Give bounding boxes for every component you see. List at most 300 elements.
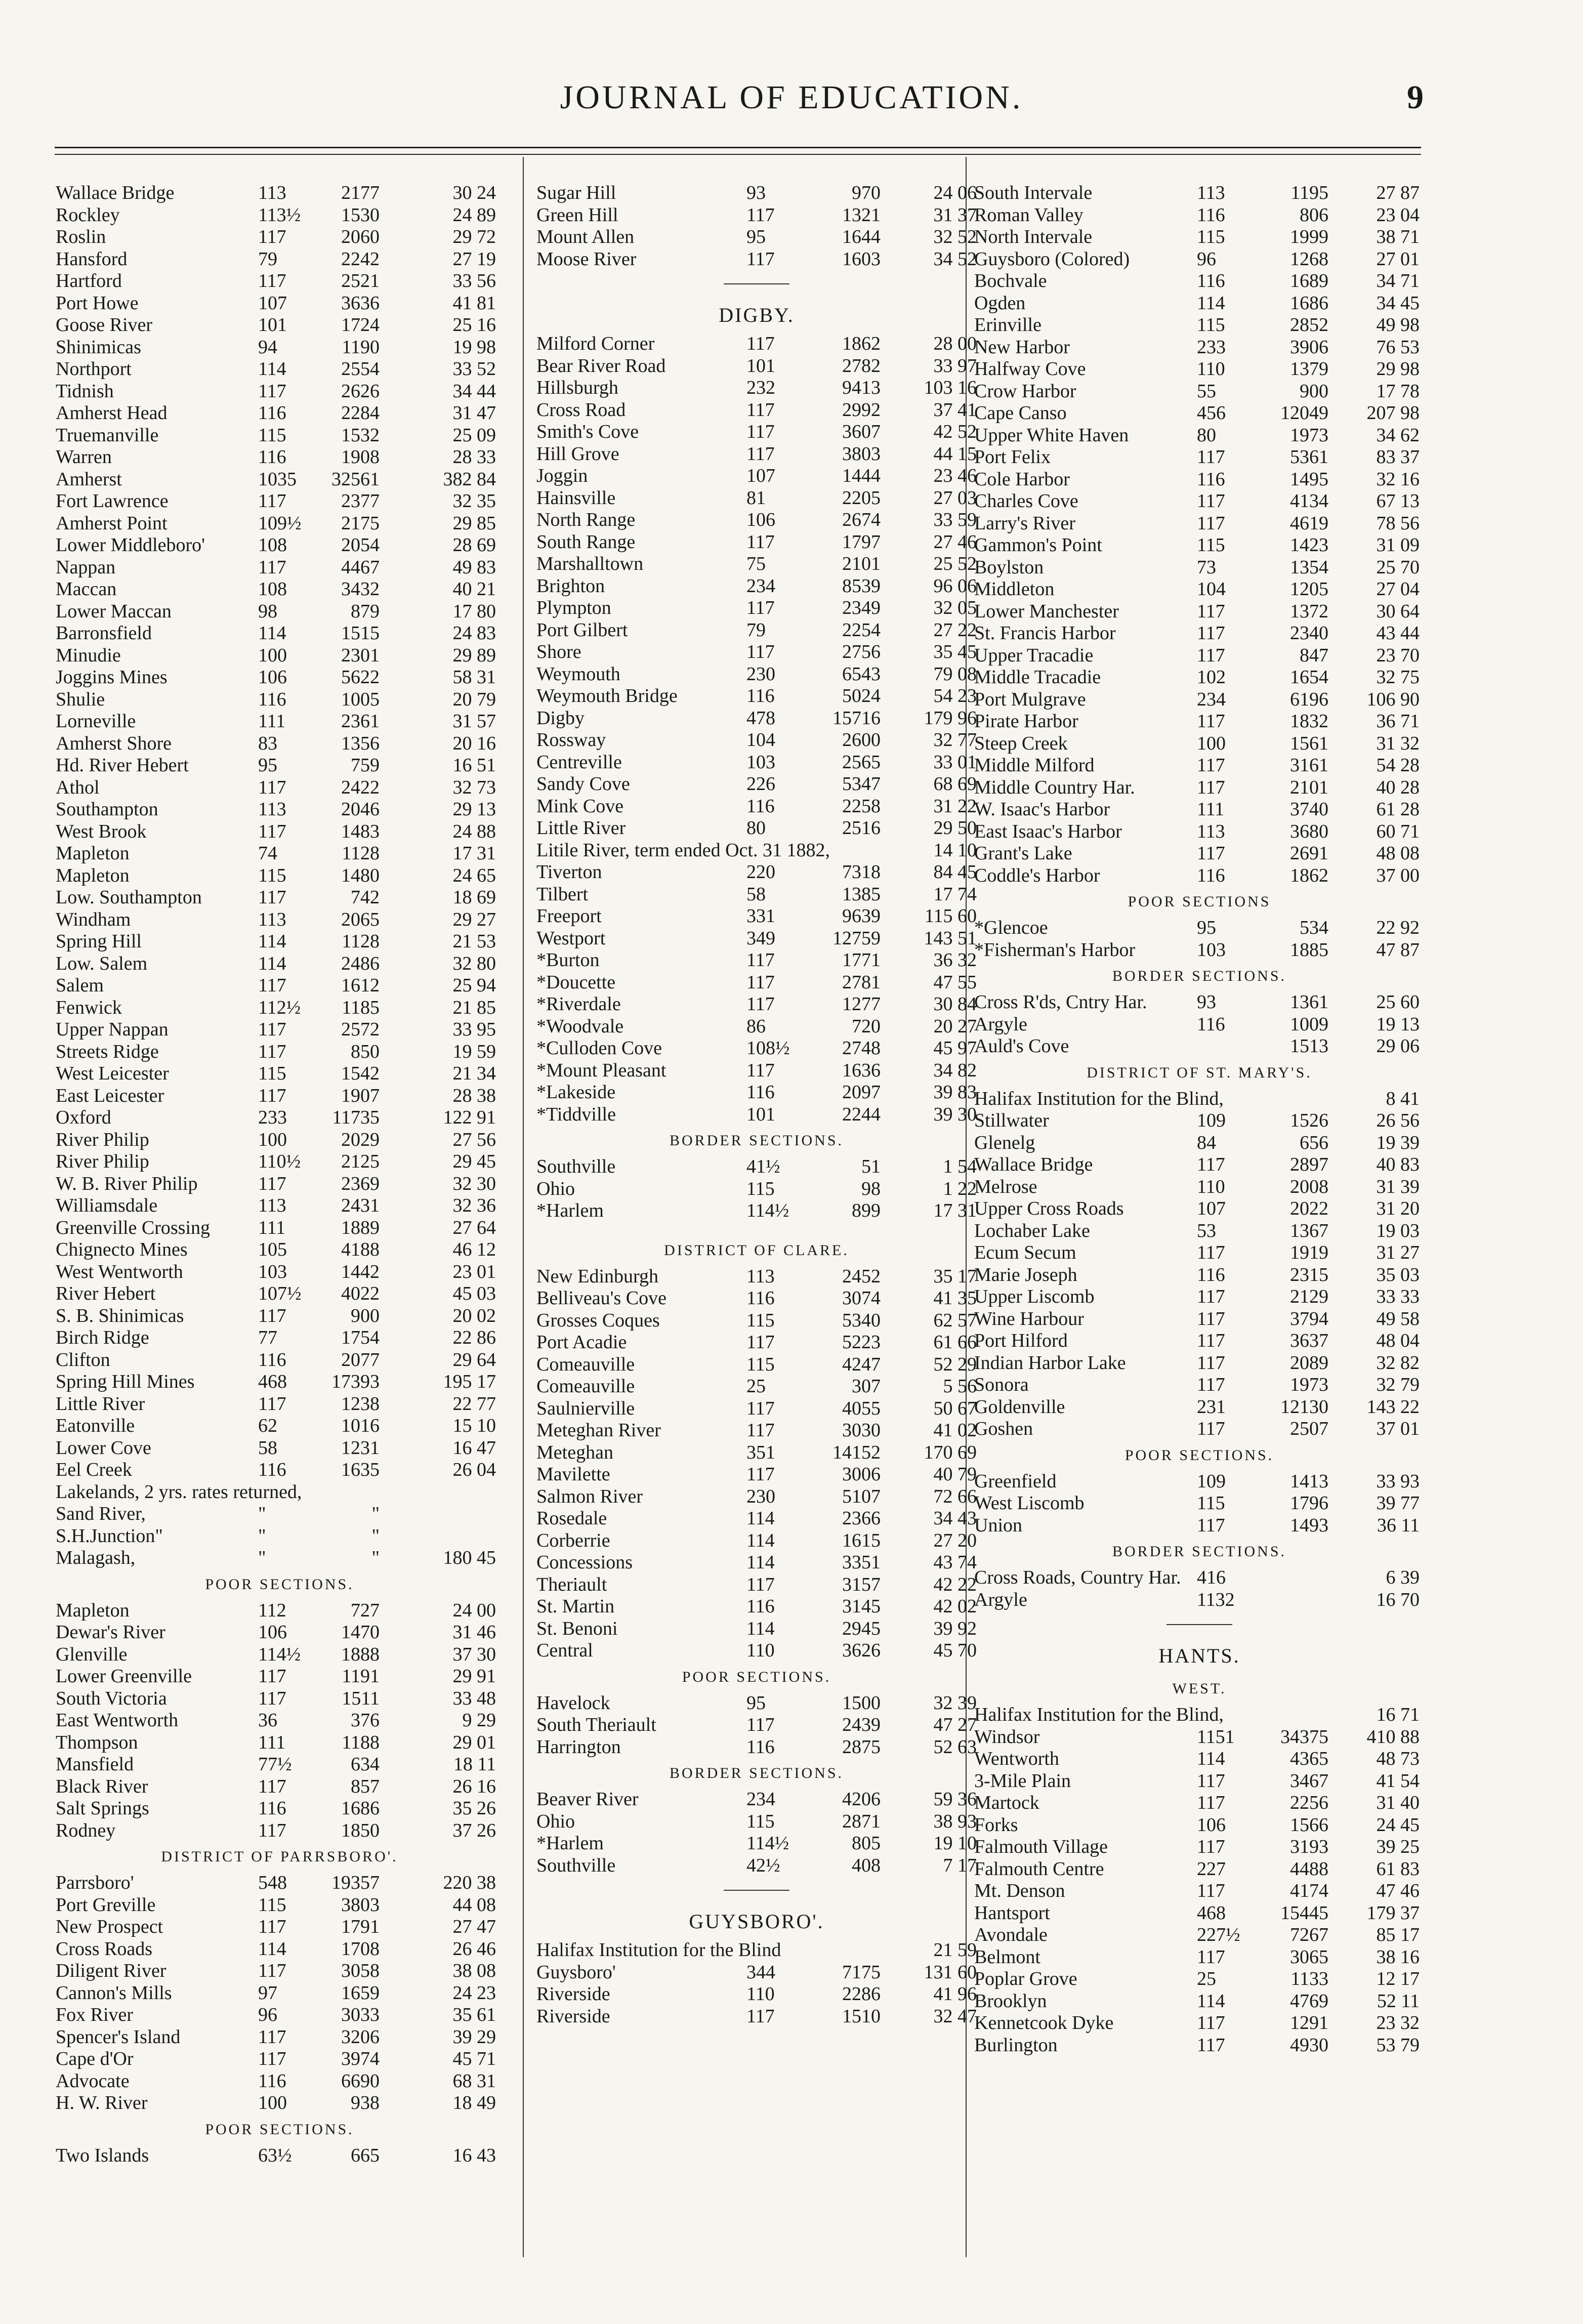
section-name: Charles Cove: [974, 490, 1078, 512]
cell-amount: 29 01: [452, 1731, 496, 1753]
cell-amount: 28 69: [452, 534, 496, 556]
section-name: Mansfield: [56, 1754, 134, 1775]
cell-attendance: 2422: [341, 776, 380, 798]
cell-attendance: 1689: [1290, 270, 1328, 292]
section-heading: WEST.: [1172, 1680, 1227, 1697]
section-name: Port Acadie: [536, 1332, 627, 1353]
cell-days: 106: [258, 1622, 287, 1643]
cell-attendance: 1470: [341, 1622, 380, 1643]
cell-attendance: 3161: [1290, 755, 1328, 776]
cell-days: 107: [258, 292, 287, 314]
table-row: [536, 1156, 977, 1178]
cell-days: 106: [746, 509, 775, 530]
section-name: Thompson: [56, 1731, 138, 1753]
cell-attendance: 4467: [341, 556, 380, 578]
table-row: [56, 667, 504, 689]
table-row: [56, 1283, 504, 1305]
section-name: Martock: [974, 1792, 1039, 1813]
section-name: *Woodvale: [536, 1015, 624, 1037]
section-name: Black River: [56, 1775, 148, 1797]
table-row: [536, 465, 977, 487]
section-name: Mapleton: [56, 1599, 130, 1621]
section-name: Riverside: [536, 1983, 610, 2005]
table-row: [974, 2035, 1425, 2057]
table-row: [974, 513, 1425, 535]
table-row: [536, 1714, 977, 1736]
table-row: [974, 1770, 1425, 1793]
cell-attendance: 3058: [341, 1960, 380, 1981]
section-heading: HANTS.: [1158, 1644, 1240, 1667]
cell-days: 117: [1197, 843, 1225, 864]
cell-attendance: 534: [1300, 917, 1328, 938]
cell-attendance: 5361: [1290, 446, 1328, 468]
section-name: East Wentworth: [56, 1710, 179, 1731]
section-name: Parrsboro': [56, 1872, 134, 1893]
cell-days: 117: [258, 380, 286, 402]
cell-days: 107½: [258, 1283, 302, 1304]
table-row: [56, 711, 504, 733]
cell-attendance: 1644: [842, 226, 881, 247]
section-name: Warren: [56, 446, 112, 468]
cell-attendance: 6690: [341, 2070, 380, 2092]
cell-attendance: 2361: [341, 711, 380, 732]
table-row: [536, 993, 977, 1016]
cell-days: 117: [1197, 1836, 1225, 1857]
section-name: West Liscomb: [974, 1492, 1085, 1514]
cell-amount: 31 37: [933, 204, 977, 226]
cell-amount: 47 55: [933, 971, 977, 993]
page-header: [0, 78, 1583, 134]
cell-days: 230: [746, 663, 775, 685]
section-name: Port Mulgrave: [974, 688, 1086, 710]
section-name: Port Howe: [56, 292, 139, 314]
section-name: Meteghan: [536, 1441, 613, 1463]
section-heading: GUYSBORO'.: [689, 1910, 824, 1933]
table-row: [56, 909, 504, 931]
cell-attendance: 3432: [341, 578, 380, 600]
section-name: Goshen: [974, 1418, 1033, 1439]
cell-days: 100: [258, 1129, 287, 1150]
table-row: [56, 1085, 504, 1107]
cell-attendance: 15716: [832, 707, 881, 729]
section-name: Barronsfield: [56, 622, 152, 644]
cell-amount: 33 59: [933, 509, 977, 530]
cell-amount: 19 03: [1376, 1220, 1420, 1241]
cell-attendance: 3145: [842, 1596, 881, 1617]
cell-amount: 47 46: [1376, 1880, 1420, 1901]
cell-amount: 32 79: [1376, 1374, 1420, 1395]
section-name: *Harlem: [536, 1200, 604, 1221]
section-name: Tilbert: [536, 883, 589, 905]
table-row: [536, 729, 977, 752]
cell-attendance: 14152: [832, 1441, 881, 1463]
section-name: Larry's River: [974, 512, 1075, 534]
table-row: [974, 469, 1425, 491]
cell-amount: 45 71: [452, 2048, 496, 2069]
table-row: [56, 1688, 504, 1710]
table-row: [56, 799, 504, 821]
cell-amount: 31 40: [1376, 1792, 1420, 1813]
table-row: [56, 997, 504, 1019]
table-row: [974, 799, 1425, 821]
cell-amount: 27 01: [1376, 248, 1420, 270]
cell-days: 107: [746, 465, 775, 486]
section-name: Milford Corner: [536, 333, 655, 354]
cell-amount: 29 27: [452, 908, 496, 930]
cell-attendance: 4930: [1290, 2034, 1328, 2056]
section-name: Middle Country Har.: [974, 776, 1135, 798]
cell-amount: 106 90: [1366, 688, 1420, 710]
section-name: Halfway Cove: [974, 358, 1086, 380]
cell-attendance: 2852: [1290, 314, 1328, 336]
cell-attendance: 4188: [341, 1239, 380, 1260]
cell-amount: 32 35: [452, 490, 496, 512]
table-row: [536, 1833, 977, 1855]
cell-attendance: 1442: [341, 1261, 380, 1282]
cell-attendance: 2554: [341, 358, 380, 380]
cell-amount: 61 66: [933, 1332, 977, 1353]
table-row: [56, 601, 504, 623]
cell-attendance: 1659: [341, 1982, 380, 2004]
cell-attendance: 656: [1300, 1132, 1328, 1153]
cell-attendance: 3074: [842, 1288, 881, 1309]
cell-amount: 24 45: [1376, 1814, 1420, 1836]
table-row: [56, 821, 504, 843]
cell-days: 115: [746, 1810, 775, 1832]
section-name: Poplar Grove: [974, 1968, 1077, 1989]
table-row: [974, 1814, 1425, 1837]
section-name: Cross R'ds, Cntry Har.: [974, 991, 1147, 1013]
cell-attendance: 3351: [842, 1552, 881, 1573]
cell-days: 116: [746, 1596, 775, 1617]
table-row: [56, 2004, 504, 2026]
table-row: [974, 1220, 1425, 1242]
section-name: Clifton: [56, 1349, 110, 1371]
cell-days: 117: [1197, 446, 1225, 468]
cell-amount: 43 44: [1376, 622, 1420, 644]
cell-days: 101: [746, 1103, 775, 1125]
cell-days: 117: [258, 1019, 286, 1040]
table-row: [56, 2092, 504, 2114]
section-name: Saulnierville: [536, 1397, 635, 1419]
section-name: *Riverdale: [536, 993, 621, 1015]
cell-attendance: 9413: [842, 377, 881, 398]
cell-days: 109½: [258, 512, 302, 534]
section-name: Amherst Head: [56, 402, 168, 424]
cell-days: 116: [1197, 1013, 1225, 1035]
cell-days: 25: [746, 1376, 766, 1397]
cell-attendance: 2301: [341, 644, 380, 666]
section-name: Cape Canso: [974, 402, 1067, 424]
table-row: [974, 1836, 1425, 1858]
table-row: [536, 1789, 977, 1811]
cell-days: 80: [1197, 424, 1216, 446]
cell-amount: 42 22: [933, 1573, 977, 1595]
section-name: *Culloden Cove: [536, 1038, 662, 1059]
cell-amount: 34 52: [933, 248, 977, 270]
section-name: Hillsburgh: [536, 377, 618, 398]
table-row: [56, 270, 504, 293]
cell-days: 233: [1197, 336, 1226, 358]
table-row: [974, 557, 1425, 579]
cell-days: 114: [746, 1552, 775, 1573]
cell-amount: 7 17: [943, 1854, 977, 1876]
cell-days: 117: [1197, 1286, 1225, 1307]
section-name: Marie Joseph: [974, 1264, 1077, 1285]
cell-attendance: 1195: [1290, 182, 1328, 203]
section-name: Lorneville: [56, 711, 136, 732]
cell-days: 102: [1197, 667, 1226, 688]
section-name: Mount Allen: [536, 226, 635, 247]
table-row: [974, 1492, 1425, 1515]
cell-days: 113: [258, 1195, 286, 1216]
table-block: [974, 991, 1425, 1058]
section-name: Halifax Institution for the Blind: [536, 1939, 781, 1961]
cell-days: 109: [1197, 1470, 1226, 1492]
cell-attendance: 4206: [842, 1789, 881, 1810]
table-row: [56, 1107, 504, 1129]
section-name: Belliveau's Cove: [536, 1288, 666, 1309]
cell-days: 111: [258, 1217, 286, 1238]
table-row: [536, 685, 977, 708]
cell-amount: 33 33: [1376, 1286, 1420, 1307]
cell-attendance: 4247: [842, 1353, 881, 1375]
cell-amount: 37 41: [933, 399, 977, 421]
section-name: Glenelg: [974, 1132, 1035, 1153]
section-name: Corberrie: [536, 1529, 610, 1551]
table-row: [536, 928, 977, 950]
table-row: [536, 1082, 977, 1104]
cell-amount: 48 08: [1376, 843, 1420, 864]
table-row: [536, 1420, 977, 1442]
table-row: [56, 1938, 504, 1961]
cell-amount: 85 17: [1376, 1924, 1420, 1945]
cell-days: 95: [258, 755, 277, 776]
section-name: Weymouth Bridge: [536, 685, 678, 707]
section-name: North Intervale: [974, 226, 1093, 247]
cell-amount: 31 57: [452, 711, 496, 732]
cell-days: 117: [746, 597, 775, 618]
cell-days: 113: [258, 908, 286, 930]
cell-days: 112½: [258, 997, 301, 1018]
section-name: Green Hill: [536, 204, 618, 226]
table-row: [536, 182, 977, 204]
cell-days: 117: [746, 949, 775, 971]
cell-amount: 27 56: [452, 1129, 496, 1150]
table-row: [974, 2012, 1425, 2035]
cell-amount: 33 52: [452, 358, 496, 380]
table-row: [974, 270, 1425, 293]
cell-attendance: 3065: [1290, 1946, 1328, 1968]
section-heading: POOR SECTIONS: [1128, 893, 1271, 910]
cell-days: 117: [1197, 622, 1225, 644]
cell-days: 79: [746, 619, 766, 641]
section-name: Diligent River: [56, 1960, 166, 1981]
table-row: [974, 622, 1425, 645]
table-row: [56, 1239, 504, 1261]
cell-attendance: 1413: [1290, 1470, 1328, 1492]
cell-amount: 54 28: [1376, 755, 1420, 776]
cell-attendance: 12130: [1280, 1396, 1328, 1418]
cell-days: 117: [1197, 1514, 1225, 1536]
cell-amount: 29 45: [452, 1151, 496, 1172]
table-row: [56, 204, 504, 227]
table-row: [56, 1732, 504, 1754]
cell-amount: 39 77: [1376, 1492, 1420, 1514]
table-row: [974, 578, 1425, 601]
table-block: [56, 1872, 504, 2114]
cell-attendance: 1526: [1290, 1110, 1328, 1131]
cell-attendance: 3636: [341, 292, 380, 314]
table-block: [536, 1789, 977, 1877]
cell-days: 117: [258, 1085, 286, 1106]
table-row: [56, 1622, 504, 1644]
section-name: Nappan: [56, 556, 116, 578]
cell-amount: 21 85: [452, 997, 496, 1018]
table-row: [536, 1486, 977, 1508]
section-name: Upper Cross Roads: [974, 1198, 1124, 1219]
section-name: St. Benoni: [536, 1617, 618, 1639]
cell-amount: 62 57: [933, 1309, 977, 1331]
section-name: St. Francis Harbor: [974, 622, 1116, 644]
cell-days: 232: [746, 377, 775, 398]
table-row: [974, 425, 1425, 447]
cell-attendance: 1191: [342, 1666, 380, 1687]
cell-days: 114: [1197, 1990, 1225, 2012]
cell-attendance: 7175: [842, 1961, 881, 1983]
cell-days: 114: [258, 1938, 286, 1960]
table-row: [974, 1264, 1425, 1286]
table-row: [56, 1600, 504, 1622]
cell-attendance: 1888: [341, 1643, 380, 1665]
cell-amount: 17 78: [1376, 380, 1420, 402]
cell-days: 114½: [746, 1833, 789, 1854]
table-row: [56, 622, 504, 645]
cell-days: 117: [258, 270, 286, 292]
table-block: [974, 1567, 1425, 1611]
cell-days: 117: [1197, 1792, 1225, 1813]
section-name: Litile River, term ended Oct. 31 1882,: [536, 839, 830, 861]
table-row: [536, 972, 977, 994]
table-row: [56, 1217, 504, 1239]
cell-amount: 195 17: [443, 1371, 496, 1392]
cell-attendance: 4769: [1290, 1990, 1328, 2012]
cell-amount: 29 91: [452, 1666, 496, 1687]
table-row: [536, 840, 977, 862]
cell-attendance: 3637: [1290, 1330, 1328, 1351]
cell-days: 233: [258, 1107, 287, 1128]
cell-amount: 76 53: [1376, 336, 1420, 358]
cell-amount: 27 64: [452, 1217, 496, 1238]
cell-days: 117: [1197, 1946, 1225, 1968]
table-row: [974, 991, 1425, 1014]
cell-attendance: 759: [351, 755, 380, 776]
cell-amount: 31 32: [1376, 732, 1420, 754]
cell-days: 116: [746, 685, 775, 707]
section-name: Little River: [536, 817, 626, 839]
cell-attendance: 307: [852, 1376, 881, 1397]
table-row: [536, 1962, 977, 1984]
cell-attendance: ": [371, 1503, 380, 1524]
cell-attendance: 879: [351, 600, 380, 622]
cell-attendance: 2626: [341, 380, 380, 402]
table-row: [56, 226, 504, 248]
cell-days: 101: [746, 355, 775, 377]
cell-days: 115: [258, 1894, 286, 1916]
table-row: [56, 337, 504, 359]
cell-days: 108: [258, 578, 287, 600]
cell-days: 104: [1197, 578, 1226, 600]
table-row: [56, 513, 504, 535]
cell-attendance: 1354: [1290, 556, 1328, 578]
table-row: [974, 1110, 1425, 1132]
cell-amount: 72 66: [933, 1485, 977, 1507]
cell-days: 117: [1197, 1770, 1225, 1792]
cell-days: 115: [258, 864, 286, 886]
table-row: [974, 1176, 1425, 1198]
cell-attendance: 1686: [341, 1798, 380, 1819]
section-name: Dewar's River: [56, 1622, 165, 1643]
cell-days: 116: [258, 2070, 286, 2092]
cell-attendance: 1615: [842, 1529, 881, 1551]
cell-days: 97: [258, 1982, 277, 2004]
cell-amount: 29 06: [1376, 1035, 1420, 1057]
table-row: [56, 1261, 504, 1283]
cell-days: 116: [746, 1082, 775, 1103]
cell-amount: 31 20: [1376, 1198, 1420, 1219]
section-name: Plympton: [536, 597, 611, 618]
cell-days: 107: [1197, 1198, 1226, 1219]
cell-amount: 28 38: [452, 1085, 496, 1106]
table-row: [974, 601, 1425, 623]
section-name: Cape d'Or: [56, 2048, 134, 2069]
cell-days: 231: [1197, 1396, 1226, 1418]
section-heading: POOR SECTIONS.: [205, 2121, 354, 2138]
cell-amount: 46 12: [452, 1239, 496, 1260]
cell-amount: 21 34: [452, 1063, 496, 1084]
table-row: [536, 641, 977, 663]
cell-days: 117: [258, 2048, 286, 2069]
cell-attendance: 1423: [1290, 534, 1328, 556]
cell-attendance: 12759: [832, 927, 881, 949]
section-name: Lochaber Lake: [974, 1220, 1090, 1241]
cell-days: 95: [1197, 917, 1216, 938]
section-heading: BORDER SECTIONS.: [669, 1765, 844, 1781]
cell-days: 55: [1197, 380, 1216, 402]
section-name: St. Martin: [536, 1596, 615, 1617]
cell-amount: 131 60: [924, 1961, 977, 1983]
cell-amount: 31 27: [1376, 1242, 1420, 1263]
cell-attendance: 2452: [842, 1265, 881, 1287]
section-name: Wentworth: [974, 1748, 1059, 1769]
table-row: [536, 1596, 977, 1618]
cell-days: 104: [746, 729, 775, 751]
cell-attendance: 376: [351, 1710, 380, 1731]
cell-attendance: 15445: [1280, 1902, 1328, 1924]
cell-attendance: 2244: [842, 1103, 881, 1125]
cell-amount: 25 09: [452, 424, 496, 446]
table-row: [536, 1618, 977, 1640]
cell-attendance: 1724: [341, 314, 380, 336]
column-3: [974, 182, 1425, 2056]
table-row: [974, 1471, 1425, 1493]
cell-days: 234: [746, 575, 775, 597]
cell-days: 116: [1197, 270, 1225, 292]
section-name: South Victoria: [56, 1687, 167, 1709]
table-row: [536, 1855, 977, 1877]
cell-amount: 31 22: [933, 795, 977, 817]
cell-attendance: ": [371, 1525, 380, 1547]
